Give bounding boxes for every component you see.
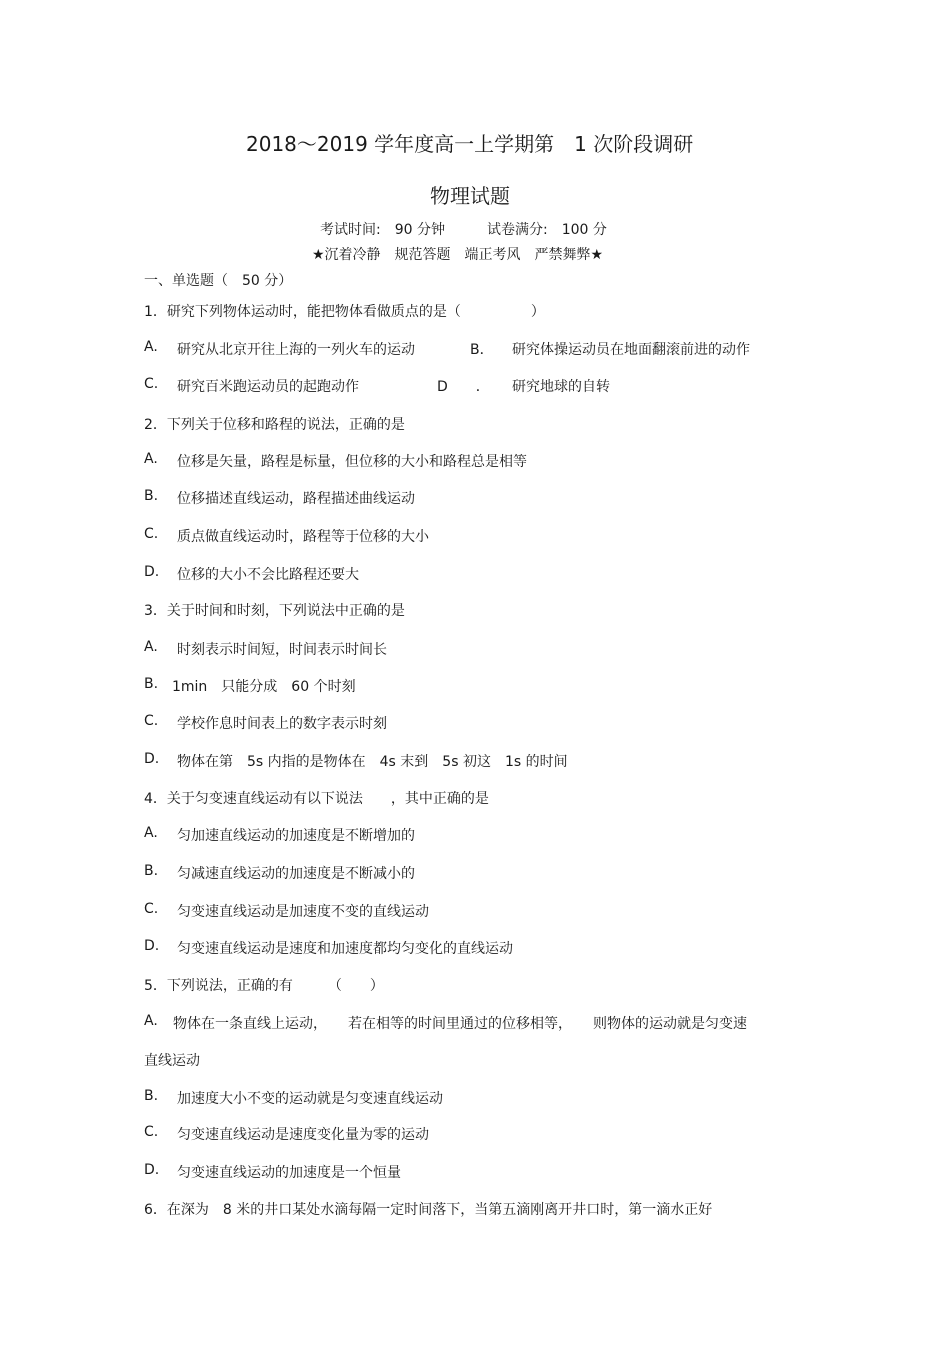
option-text: 学校作息时间表上的数字表示时刻 (177, 716, 387, 732)
option-letter: B. (144, 488, 159, 504)
option-letter: A. (144, 639, 158, 655)
option-text: 研究百米跑运动员的起跑动作 (177, 379, 359, 395)
option-text: 位移是矢量，路程是标量，但位移的大小和路程总是相等 (177, 454, 527, 470)
question-stem: 1．研究下列物体运动时，能把物体看做质点的是（ ） (144, 304, 545, 320)
option-letter: D. (144, 938, 160, 954)
option-letter: C. (144, 1124, 159, 1140)
option-letter: A. (144, 451, 158, 467)
option-letter: A. (144, 1013, 158, 1029)
option-text: 研究地球的自转 (512, 379, 610, 395)
option-text: 时刻表示时间短，时间表示时间长 (177, 642, 387, 658)
option-letter: B. (144, 1088, 159, 1104)
option-text: 直线运动 (144, 1053, 200, 1069)
option-letter: A. (144, 825, 158, 841)
option-text: 1min 只能分成 60 个时刻 (172, 679, 356, 695)
option-letter: D ． (437, 379, 490, 395)
option-letter: D. (144, 751, 160, 767)
question-stem: 4．关于匀变速直线运动有以下说法 ，其中正确的是 (144, 791, 489, 807)
option-letter: C. (144, 526, 159, 542)
question-stem: 3．关于时间和时刻，下列说法中正确的是 (144, 603, 405, 619)
section-heading: 一、单选题（ 50 分） (144, 273, 293, 289)
option-text: 匀变速直线运动是速度和加速度都均匀变化的直线运动 (177, 941, 513, 957)
option-text: 研究体操运动员在地面翻滚前进的动作 (512, 342, 750, 358)
option-text: 物体在一条直线上运动， 若在相等的时间里通过的位移相等， 则物体的运动就是匀变速 (173, 1016, 747, 1032)
option-letter: C. (144, 713, 159, 729)
option-text: 位移描述直线运动，路程描述曲线运动 (177, 491, 415, 507)
option-text: 质点做直线运动时，路程等于位移的大小 (177, 529, 429, 545)
option-letter: B． (470, 342, 494, 358)
exam-title: 2018～2019 学年度高一上学期第 1 次阶段调研 (246, 132, 694, 156)
option-text: 匀变速直线运动是速度变化量为零的运动 (177, 1127, 429, 1143)
option-text: 加速度大小不变的运动就是匀变速直线运动 (177, 1091, 443, 1107)
option-text: 研究从北京开往上海的一列火车的运动 (177, 342, 415, 358)
subject-title: 物理试题 (430, 184, 510, 208)
option-text: 匀减速直线运动的加速度是不断减小的 (177, 866, 415, 882)
exam-info: 考试时间: 90 分钟 试卷满分: 100 分 (320, 222, 607, 238)
option-letter: B. (144, 863, 159, 879)
question-stem: 2．下列关于位移和路程的说法，正确的是 (144, 417, 405, 433)
option-letter: B. (144, 676, 159, 692)
option-text: 匀加速直线运动的加速度是不断增加的 (177, 828, 415, 844)
option-text: 位移的大小不会比路程还要大 (177, 567, 359, 583)
option-letter: A. (144, 339, 158, 355)
exam-motto: ★沉着冷静 规范答题 端正考风 严禁舞弊★ (312, 247, 604, 263)
option-text: 匀变速直线运动是加速度不变的直线运动 (177, 904, 429, 920)
question-stem: 6．在深为 8 米的井口某处水滴每隔一定时间落下，当第五滴刚离开井口时，第一滴水正好 (144, 1202, 713, 1218)
option-letter: C. (144, 901, 159, 917)
option-letter: C. (144, 376, 159, 392)
option-letter: D. (144, 1162, 160, 1178)
option-text: 物体在第 5s 内指的是物体在 4s 末到 5s 初这 1s 的时间 (177, 754, 568, 770)
question-stem: 5．下列说法，正确的有 （ ） (144, 978, 384, 994)
option-text: 匀变速直线运动的加速度是一个恒量 (177, 1165, 401, 1181)
option-letter: D. (144, 564, 160, 580)
